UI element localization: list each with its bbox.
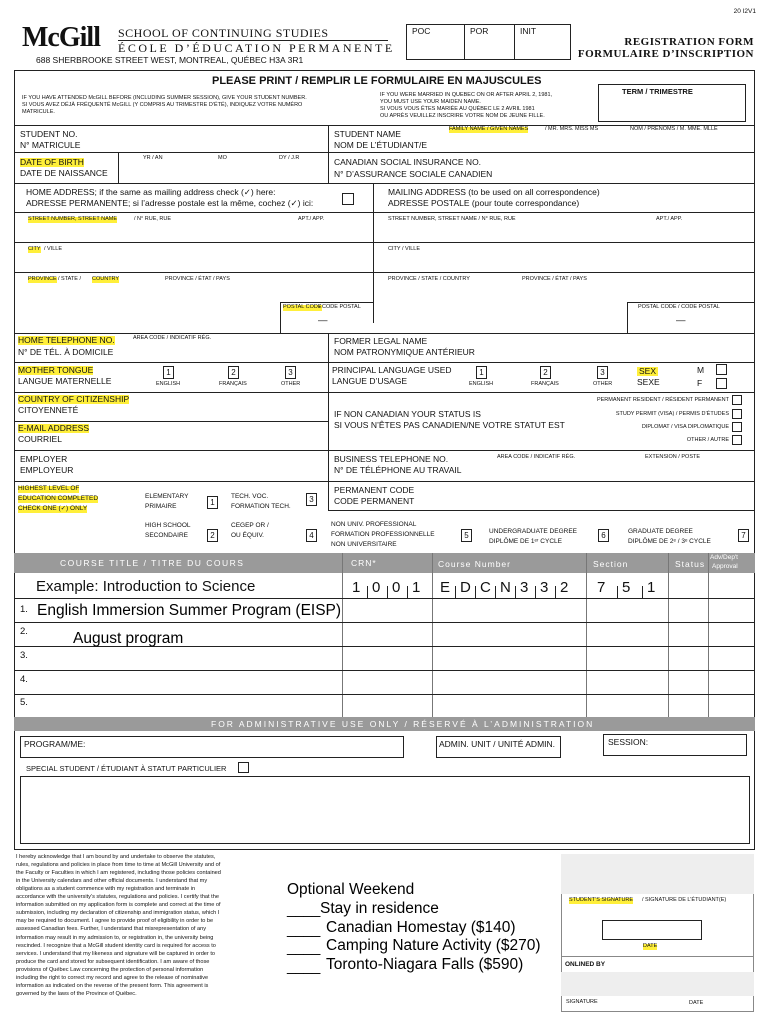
employer-label: EMPLOYER (20, 454, 68, 464)
date2-label: DATE (689, 1000, 704, 1006)
former-name-label-fr: NOM PATRONYMIQUE ANTÉRIEUR (334, 347, 475, 357)
edu-nonuniv-label: NON UNIV. PROFESSIONAL (331, 521, 417, 528)
mother-tongue-option-3[interactable]: 3 (285, 366, 296, 379)
sex-label: SEX (639, 366, 657, 376)
street-label-fr: / N° RUE, RUE (134, 216, 172, 222)
sin-label: CANADIAN SOCIAL INSURANCE NO. (334, 157, 482, 167)
admin-header: FOR ADMINISTRATIVE USE ONLY / RÉSERVÉ À L’ADMINISTRATION (211, 719, 595, 729)
optional-item-niagara: Toronto-Niagara Falls ($590) (326, 956, 524, 973)
example-course-char: 3 (520, 579, 529, 596)
optional-item-camping: Camping Nature Activity ($270) (326, 937, 541, 954)
optional-blank-1[interactable]: ____ (287, 901, 321, 918)
course-row-number: 5. (20, 697, 28, 708)
edu-highschool-label: HIGH SCHOOL (145, 522, 191, 529)
date-field[interactable] (602, 920, 702, 940)
edu-elementary-label-fr: PRIMAIRE (145, 503, 177, 510)
postal-label: POSTAL CODE (283, 304, 322, 310)
student-name-label: STUDENT NAME (334, 129, 401, 139)
edu-grad-label: GRADUATE DEGREE (628, 528, 693, 535)
date-label: DATE (643, 943, 658, 949)
home-address-label: HOME ADDRESS; if the same as mailing address check (✓) here: (26, 187, 276, 197)
status-permanent-checkbox[interactable] (732, 395, 742, 405)
status-permanent-label: PERMANENT RESIDENT / RÉSIDENT PERMANENT (596, 397, 729, 403)
status-other-checkbox[interactable] (732, 435, 742, 445)
email-label: E-MAIL ADDRESS (18, 423, 90, 433)
student-no-label: STUDENT NO. (20, 129, 78, 139)
declaration-line: the Faculty or Faculties in which I am registered, including those policies contained (16, 870, 221, 877)
education-label-2: EDUCATION COMPLETED (18, 495, 99, 502)
street-right-label: STREET NUMBER, STREET NAME / N° RUE, RUE (388, 216, 516, 222)
edu-option-1[interactable]: 1 (207, 496, 218, 509)
edu-undergrad-label: UNDERGRADUATE DEGREE (489, 528, 578, 535)
optional-item-residence: Stay in residence (320, 900, 439, 917)
status-study-checkbox[interactable] (732, 409, 742, 419)
lang-other-label: OTHER (281, 381, 301, 387)
area-code-label: AREA CODE / INDICATIF RÉG. (133, 335, 212, 341)
city-label: CITY (28, 246, 41, 252)
optional-blank-4[interactable]: ____ (287, 958, 321, 975)
province-right-fr-label: PROVINCE / ÉTAT / PAYS (522, 276, 587, 282)
province-label: PROVINCE (28, 276, 57, 282)
declaration-line: including the right to correct my record and agree to the release of nominative (16, 974, 209, 981)
form-title-en: REGISTRATION FORM (624, 36, 754, 48)
edu-cegep-label-fr: OU ÉQUIV. (231, 532, 264, 539)
example-course-char: C (480, 579, 491, 596)
notice-left-line: SI VOUS AVEZ DÉJÀ FRÉQUENTÉ McGILL (Y COMPRIS AU TRIMESTRE D’ÉTÉ), INDIQUEZ VOTRE NUMÉRO (22, 102, 303, 108)
mailing-address-label-fr: ADRESSE POSTALE (pour toute correspondance) (388, 198, 580, 208)
apt-label: APT./ APP. (298, 216, 325, 222)
optional-item-homestay: Canadian Homestay ($140) (326, 919, 516, 936)
example-course-char: D (460, 579, 471, 596)
mo-label: MO (218, 155, 227, 161)
example-section-char: 5 (622, 579, 631, 596)
status-study-label: STUDY PERMIT (VISA) / PERMIS D’ÉTUDES (615, 411, 729, 417)
example-course-char: E (440, 579, 451, 596)
por-label: POR (470, 26, 489, 36)
former-name-label: FORMER LEGAL NAME (334, 336, 428, 346)
course-row-number: 4. (20, 674, 28, 685)
example-crn-char: 0 (372, 579, 381, 596)
example-course-title: Example: Introduction to Science (36, 578, 256, 595)
apt-right-label: APT./ APP. (656, 216, 683, 222)
edu-undergrad-label-fr: DIPLÔME DE 1ᵉʳ CYCLE (489, 538, 562, 545)
status-other-label: OTHER / AUTRE (686, 437, 729, 443)
notice-right-line: YOU MUST USE YOUR MAIDEN NAME. (380, 99, 481, 105)
example-course-char: 3 (540, 579, 549, 596)
province-fr-label: PROVINCE / ÉTAT / PAYS (165, 276, 230, 282)
advdept-header: Adv/Dep't (710, 554, 738, 561)
example-crn-char: 0 (392, 579, 401, 596)
education-label: HIGHEST LEVEL OF (18, 485, 80, 492)
ville-label: / VILLE (44, 246, 63, 252)
postal-right-dash: — (676, 315, 686, 326)
principal-lang-label-fr: LANGUE D’USAGE (332, 376, 408, 386)
sex-m-label: M (697, 365, 705, 375)
permanent-code-label-fr: CODE PERMANENT (334, 496, 415, 506)
course-row-number: 2. (20, 626, 28, 637)
notice-right-line: SI VOUS VOUS ÊTES MARIÉE AU QUÉBEC LE 2 AVRIL 1981 (380, 106, 535, 112)
edu-nonuniv-label-fr-2: NON UNIVERSITAIRE (331, 541, 397, 548)
office-codes (406, 24, 571, 60)
edu-option-3[interactable]: 3 (306, 493, 317, 506)
business-tel-label: BUSINESS TELEPHONE NO. (334, 454, 449, 464)
declaration-line: provisions of Québec Law concerning the protection of personal information (16, 966, 204, 973)
email-label-fr: COURRIEL (18, 434, 62, 444)
home-address-label-fr: ADRESSE PERMANENTE; si l’adresse postale est la même, cochez (✓) ici: (26, 198, 314, 208)
edu-highschool-label-fr: SECONDAIRE (145, 532, 188, 539)
yr-label: YR / AN (143, 155, 163, 161)
course-row-number: 1. (20, 604, 28, 615)
state-label: / STATE / (58, 276, 82, 282)
principal-lang-option-3[interactable]: 3 (597, 366, 608, 379)
edu-option-2[interactable]: 2 (207, 529, 218, 542)
example-section-char: 7 (597, 579, 606, 596)
edu-grad-label-fr: DIPLÔME DE 2ᵉ / 3ᵉ CYCLE (628, 538, 711, 545)
student-no-label-fr: N° MATRICULE (20, 140, 81, 150)
employer-label-fr: EMPLOYEUR (20, 465, 74, 475)
declaration-line: information as indicated on the reverse of the present form. This agreement is (16, 982, 209, 989)
optional-title: Optional Weekend (287, 881, 415, 898)
plang-other-label: OTHER (593, 381, 613, 387)
onlined-by-label: ONLINED BY (565, 961, 606, 968)
mailing-address-label: MAILING ADDRESS (to be used on all correspondence) (388, 187, 600, 197)
business-area-code-label: AREA CODE / INDICATIF RÉG. (497, 454, 576, 460)
postal-fr-label: / CODE POSTAL (319, 304, 361, 310)
permanent-code-label: PERMANENT CODE (334, 485, 415, 495)
student-signature-label: STUDENT’S SIGNATURE (569, 897, 634, 903)
example-crn-char: 1 (412, 579, 421, 596)
citizenship-label-fr: CITOYENNETÉ (18, 405, 79, 415)
edu-techvoc-label: TECH. VOC. (231, 493, 269, 500)
edu-techvoc-label-fr: FORMATION TECH. (231, 503, 291, 510)
province-right-label: PROVINCE / STATE / COUNTRY (388, 276, 470, 282)
edu-option-4[interactable]: 4 (306, 529, 317, 542)
principal-lang-option-2[interactable]: 2 (540, 366, 551, 379)
mother-tongue-option-1[interactable]: 1 (163, 366, 174, 379)
program-label: PROGRAM/ME: (24, 739, 86, 749)
edu-option-7[interactable]: 7 (738, 529, 749, 542)
school-name-fr: ÉCOLE D’ÉDUCATION PERMANENTE (118, 41, 395, 55)
dy-label: DY / J.R (279, 155, 300, 161)
crn-header: CRN* (351, 558, 377, 568)
declaration-line: submission, including my declaration of citizenship and immigration status, which I (16, 910, 220, 917)
print-notice: PLEASE PRINT / REMPLIR LE FORMULAIRE EN MAJUSCULES (212, 75, 542, 87)
extension-label: EXTENSION / POSTE (645, 454, 701, 460)
edu-elementary-label: ELEMENTARY (145, 493, 189, 500)
edu-option-6[interactable]: 6 (598, 529, 609, 542)
home-tel-label: HOME TELEPHONE NO. (18, 335, 115, 345)
sin-label-fr: N° D’ASSURANCE SOCIALE CANADIEN (334, 169, 493, 179)
course-title-header: COURSE TITLE / TITRE DU COURS (60, 558, 245, 568)
mother-tongue-option-2[interactable]: 2 (228, 366, 239, 379)
declaration-line: obligations as a student commence with my registration and terminate in (16, 886, 196, 893)
sexe-label: SEXE (637, 377, 660, 387)
sex-f-label: F (697, 378, 703, 388)
form-code: 20 I2V1 (733, 8, 756, 15)
edu-option-5[interactable]: 5 (461, 529, 472, 542)
declaration-line: may be required to document. I agree to provide proof of eligibility in order to be (16, 918, 214, 925)
example-course-char: N (500, 579, 511, 596)
postal-right-label: POSTAL CODE / CODE POSTAL (638, 304, 720, 310)
course-row-1-title[interactable]: English Immersion Summer Program (EISP) (37, 602, 342, 619)
section-header: Section (593, 559, 629, 569)
school-address: 688 SHERBROOKE STREET WEST, MONTREAL, QUÉBEC H3A 3R1 (36, 55, 304, 65)
status-diplomat-label: DIPLOMAT / VISA DIPLOMATIQUE (641, 424, 729, 430)
lang-french-label: FRANÇAIS (219, 381, 247, 387)
business-tel-label-fr: N° DE TÉLÉPHONE AU TRAVAIL (334, 465, 462, 475)
course-number-header: Course Number (438, 559, 511, 569)
declaration-line: rescinded. I recognize that a McGill student identity card is required for access to (16, 942, 216, 949)
onlined-by-field[interactable] (561, 972, 754, 996)
session-label: SESSION: (608, 737, 649, 747)
same-address-checkbox[interactable] (342, 193, 354, 205)
notice-left-line: MATRICULE. (22, 109, 55, 115)
example-course-char: 2 (560, 579, 569, 596)
optional-blank-2[interactable]: ____ (287, 921, 321, 938)
lang-english-label: ENGLISH (156, 381, 181, 387)
declaration-line: information submitted on my application form is complete and correct at the time of (16, 902, 221, 909)
notice-left-line: IF YOU HAVE ATTENDED McGILL BEFORE (INCLUDING SUMMER SESSION), GIVE YOUR STUDENT NUMBER. (22, 95, 307, 101)
declaration-line: produce the card and stored for subsequent identification. I am aware of those (16, 958, 210, 965)
dob-label-fr: DATE DE NAISSANCE (20, 168, 108, 178)
street-label: STREET NUMBER, STREET NAME (28, 216, 118, 222)
declaration-line: information may result in my admission to, or registration in, the university being (16, 934, 214, 941)
special-student-label: SPECIAL STUDENT / ÉTUDIANT À STATUT PARTICULIER (26, 764, 227, 773)
plang-french-label: FRANÇAIS (531, 381, 559, 387)
optional-blank-3[interactable]: ____ (287, 939, 321, 956)
country-label: COUNTRY (92, 276, 120, 282)
declaration-line: accordance with the university’s statutes, regulations and policies. I certify that the (16, 894, 219, 901)
mcgill-logo: McGill (22, 22, 100, 53)
city-right-label: CITY / VILLE (388, 246, 420, 252)
declaration-line: in the University calendars and other official documents. I understand that my (16, 878, 208, 885)
plang-english-label: ENGLISH (469, 381, 494, 387)
principal-lang-option-1[interactable]: 1 (476, 366, 487, 379)
signature-label: SIGNATURE (566, 999, 598, 1005)
approval-header: Approval (712, 563, 738, 570)
non-canadian-label: IF NON CANADIAN YOUR STATUS IS (334, 409, 481, 419)
status-header: Status (675, 559, 706, 569)
admin-unit-label: ADMIN. UNIT / UNITÉ ADMIN. (439, 739, 556, 749)
admin-notes-box[interactable] (20, 776, 750, 844)
declaration-line: rules, regulations and policies in place from time to time at McGill University and of (16, 862, 221, 869)
edu-cegep-label: CEGEP OR / (231, 522, 269, 529)
signature-field[interactable] (561, 854, 754, 894)
citizenship-label: COUNTRY OF CITIZENSHIP (18, 394, 130, 404)
education-label-3: CHECK ONE (✓) ONLY (18, 505, 88, 512)
school-name-en: SCHOOL OF CONTINUING STUDIES (118, 26, 329, 40)
edu-nonuniv-label-fr: FORMATION PROFESSIONNELLE (331, 531, 435, 538)
course-row-2-title[interactable]: August program (73, 630, 184, 647)
postal-dash: — (318, 315, 328, 326)
dob-label: DATE OF BIRTH (20, 157, 84, 167)
special-student-checkbox[interactable] (238, 762, 249, 773)
form-title-fr: FORMULAIRE D’INSCRIPTION (577, 48, 754, 60)
mother-tongue-label-fr: LANGUE MATERNELLE (18, 376, 112, 386)
declaration-line: assessed Canadian fees. Further, I understand that misrepresentation of any (16, 926, 206, 933)
poc-label: POC (412, 26, 431, 36)
non-canadian-label-fr: SI VOUS N’ÊTES PAS CANADIEN/NE VOTRE STATUT EST (334, 420, 565, 430)
declaration-line: services. I understand that my likeness and signature will be captured in order to (16, 950, 215, 957)
declaration-line: governed by the laws of the Province of Québec. (16, 990, 137, 997)
course-row-number: 3. (20, 650, 28, 661)
declaration-line: I hereby acknowledge that I am bound by and undertake to observe the statutes, (16, 854, 216, 860)
home-tel-label-fr: N° DE TÉL. À DOMICILE (18, 347, 114, 357)
example-crn-char: 1 (352, 579, 361, 596)
term-label: TERM / TRIMESTRE (622, 87, 693, 96)
family-name-label: FAMILY NAME / GIVEN NAMES (449, 126, 529, 132)
titles-label: / MR. MRS. MISS MS (545, 126, 599, 132)
notice-right-line: IF YOU WERE MARRIED IN QUEBEC ON OR AFTER APRIL 2, 1981, (380, 92, 553, 98)
example-section-char: 1 (647, 579, 656, 596)
mother-tongue-label: MOTHER TONGUE (18, 365, 94, 375)
init-label: INIT (520, 26, 537, 36)
sex-m-checkbox[interactable] (716, 364, 727, 375)
student-name-label-fr: NOM DE L’ÉTUDIANT/E (334, 140, 428, 150)
sex-f-checkbox[interactable] (716, 378, 727, 389)
notice-right-line: OU APRÈS VEUILLEZ INSCRIRE VOTRE NOM DE JEUNE FILLE. (380, 113, 545, 119)
principal-lang-label: PRINCIPAL LANGUAGE USED (332, 365, 452, 375)
nom-prenoms-label: NOM / PRÉNOMS / M. MME. MLLE (630, 126, 718, 132)
student-signature-label-fr: / SIGNATURE DE L’ÉTUDIANT(E) (642, 897, 727, 903)
status-diplomat-checkbox[interactable] (732, 422, 742, 432)
